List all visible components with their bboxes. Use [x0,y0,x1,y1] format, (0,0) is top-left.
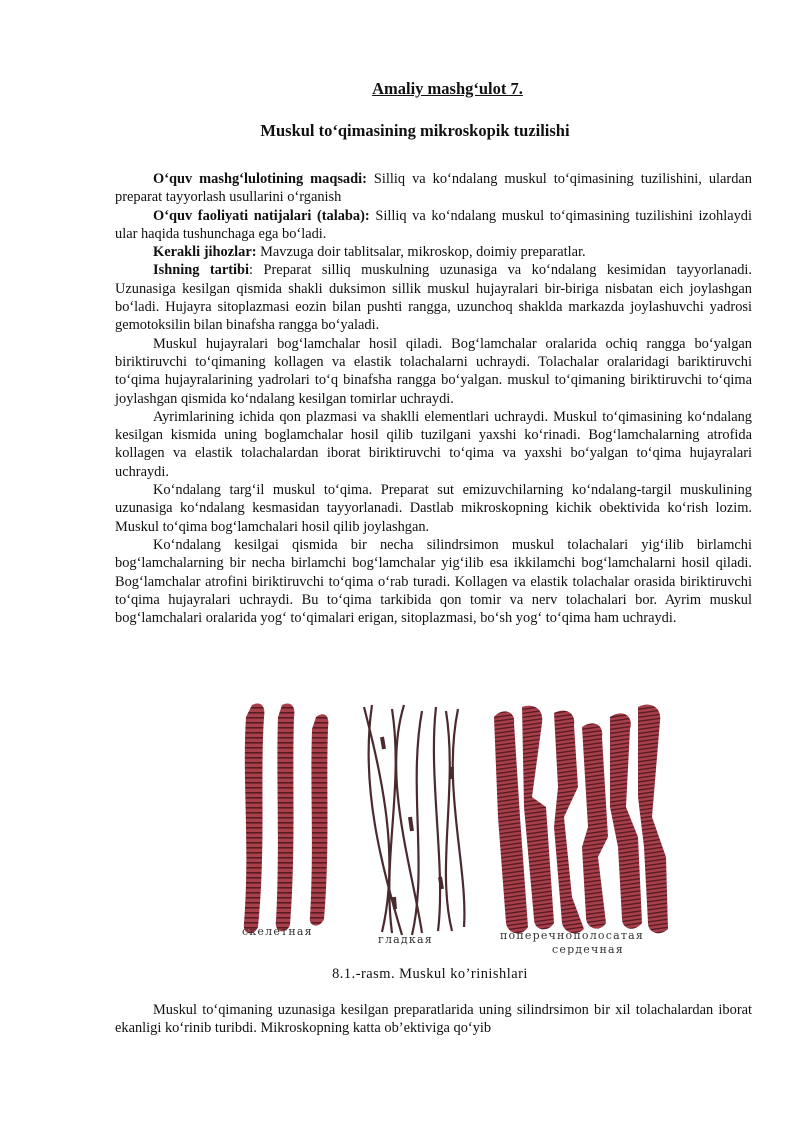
document-body-continued [115,1001,752,1038]
page-title: Amaliy mashg‘ulot 7. [372,79,523,98]
paragraph: Ayrimlarining ichida qon plazmasi va shaklli elementlari uchraydi. Muskul to‘qimasining ko‘ndalang kesilgan kismida uning boglamchalar hosil qilib tuzilgani yaxshi ko‘rinadi. Bog‘lamchalarning atrofida kollagen va elastik tolachalardan iborat biriktiruvchi to‘qima va yaxshi bo‘yalgan to‘qima hujayralari uchraydi. [115,408,752,480]
paragraph: Muskul hujayralari bog‘lamchalar hosil qiladi. Bog‘lamchalar oralarida ochiq rangga bo‘yalgan biriktiruvchi to‘qimaning kollagen va elastik tolachalarni uchraydi. Tolachalar oralaridagi bariktiruvchi to‘qima hujayralarining yadrolari to‘q binafsha rangga bo‘yalgan. muskul to‘qimaning biriktiruvchi to‘qima joylashgan qismida ko‘ndalang kesilgan tomirlar uchraydi. [115,335,752,407]
figure-caption: 8.1.-rasm. Muskul ko’rinishlari [332,966,528,982]
label-striated: поперечнополосатая [500,929,645,942]
label-cardiac: сердечная [552,943,624,955]
paragraph: Muskul to‘qimaning uzunasiga kesilgan preparatlarida uning silindrsimon bir xil tolachalardan iborat ekanligi ko‘rinib turibdi. Mikroskopning katta ob’ektiviga qo‘yib [115,1002,752,1037]
cardiac-fibers [494,705,668,934]
paragraph: Ko‘ndalang kesilgai qismida bir necha silindrsimon muskul tolachalari yig‘ilib birlamchi bog‘lamchalarning bir necha birlamchi bog‘lamchalar yig‘ilib esa ikkilamchi bog‘lamchalarni hosil qiladi. Bog‘lamchalar atrofini biriktiruvchi to‘qima o‘rab turadi. Kollagen va elastik tolachalar orasida biriktiruvchi to‘qima hujayralari uchraydi. Bu to‘qima tarkibida qon tomir va nerv tolachalari bor. Ayrim muskul bog‘lamchalari oralarida yog‘ to‘qimalari erigan, sitoplazmasi, bo‘sh yog‘ to‘qima ham uchraydi. [115,536,752,627]
section-procedure: Ishning tartibi: Preparat silliq muskulning uzunasiga va ko‘ndalang kesimidan tayyorlanadi. Uzunasiga kesilgan qismida shakli duksimon sillik muskul hujayralari bir-biriga nisbatan eich joylashgan bo‘ladi. Hujayra sitoplazmasi eozin bilan pushti rangga, uzunchoq shaklda markazda joylashuvchi yadrosi gemotoksilin bilan binafsha rangga bo‘yaladi. [115,262,752,334]
muscle-illustration [232,697,684,955]
smooth-fibers [364,705,464,935]
section-results: O‘quv faoliyati natijalari (talaba): Silliq va ko‘ndalang muskul to‘qimasining tuzilishini izohlaydi ular haqida tushunchaga ega bo‘ladi. [115,207,752,242]
label-skeletal: скелетная [242,925,313,938]
page-subtitle: Muskul to‘qimasining mikroskopik tuzilishi [260,121,570,140]
paragraph: Ko‘ndalang targ‘il muskul to‘qima. Preparat sut emizuvchilarning ko‘ndalang-targil muskulining uzunasiga ko‘ndalang kesmasidan tayyorlanadi. Dastlab mikroskopning kichik obektivida ko‘rish lozim. Muskul to‘qima bog‘lamchalari hosil qilib joylashgan. [115,482,752,535]
skeletal-fibers [244,704,329,934]
label-smooth: гладкая [378,933,433,946]
document-body [115,170,752,627]
section-goal: O‘quv mashg‘lulotining maqsadi: Silliq va ko‘ndalang muskul to‘qimasining tuzilishini, ulardan preparat tayyorlash usullarini o‘rganish [115,171,753,206]
section-equipment: Kerakli jihozlar: Mavzuga doir tablitsalar, mikroskop, doimiy preparatlar. [153,244,586,261]
